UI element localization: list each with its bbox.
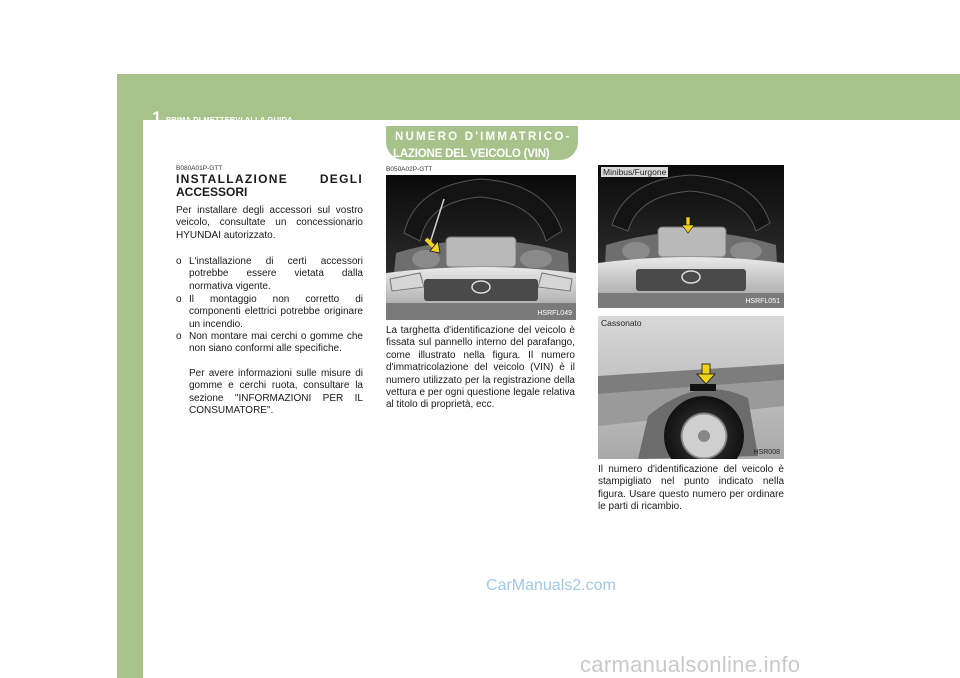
heading-word-1: INSTALLAZIONE	[176, 172, 289, 186]
engine-bay-photo	[386, 175, 576, 320]
heading-word-2: DEGLI	[319, 172, 363, 186]
list-item-text: Il montaggio non corretto di componenti elettrici potrebbe originare un incendio.	[189, 294, 363, 330]
list-item-text: Per avere informazioni sulle misure di gomme e cerchi ruota, consultare la sezione "INFORMAZIONI PER IL CONSUMATORE".	[189, 368, 363, 417]
list-bullet: o	[176, 256, 182, 267]
list-item	[176, 331, 363, 356]
vin-location-paragraph: Il numero d'identificazione del veicolo è stampigliato nel punto indicato nella figura. Usare questo numero per ordinare le parti di ricambio.	[598, 464, 784, 513]
section-heading	[176, 173, 363, 199]
photo-code: HSRFL051	[745, 298, 780, 305]
list-item-text: Non montare mai cerchi o gomme che non siano conformi alle specifiche.	[189, 331, 363, 355]
list-item	[176, 368, 363, 418]
section-code: B080A01P-GTT	[176, 165, 223, 172]
list-bullet: o	[176, 294, 182, 305]
page-number: 6	[156, 141, 161, 150]
chapter-title: PRIMA DI METTERVI ALLA GUIDA	[166, 115, 293, 124]
list-item	[176, 256, 363, 293]
vin-paragraph: La targhetta d'identificazione del veicolo è fissata sul pannello interno del parafango, come illustrato nella figura. Il numero d'immatricolazione del veicolo (VIN) è il numero utilizzato per la registrazione della vettura e per ogni questione legale relativa al titolo di proprietà, ecc.	[386, 325, 575, 411]
truck-bed-photo	[598, 316, 784, 459]
photo-label: Cassonato	[601, 318, 642, 328]
photo-code: HSR008	[753, 449, 780, 456]
list-item	[176, 294, 363, 331]
heading-line-2: ACCESSORI	[176, 185, 248, 199]
section-title-line-1: NUMERO D'IMMATRICO-	[395, 131, 572, 143]
list-item-text: L'installazione di certi accessori potrebbe essere vietata dalla normativa vigente.	[189, 256, 363, 292]
minibus-engine-photo	[598, 165, 784, 308]
header-band	[117, 74, 960, 120]
side-band	[117, 120, 143, 678]
section-title-line-2: LAZIONE DEL VEICOLO (VIN)	[393, 148, 550, 160]
photo-label: Minibus/Furgone	[603, 167, 667, 177]
watermark[interactable]: CarManuals2.com	[486, 577, 616, 594]
footer-watermark: carmanualsonline.info	[580, 652, 801, 677]
section-code: B050A02P-GTT	[386, 166, 433, 173]
list-bullet: o	[176, 331, 182, 342]
intro-paragraph: Per installare degli accessori sul vostro veicolo, consultate un concessionario HYUNDAI autorizzato.	[176, 205, 363, 241]
photo-code: HSRFL049	[537, 310, 572, 317]
chapter-number: 1	[152, 108, 162, 127]
